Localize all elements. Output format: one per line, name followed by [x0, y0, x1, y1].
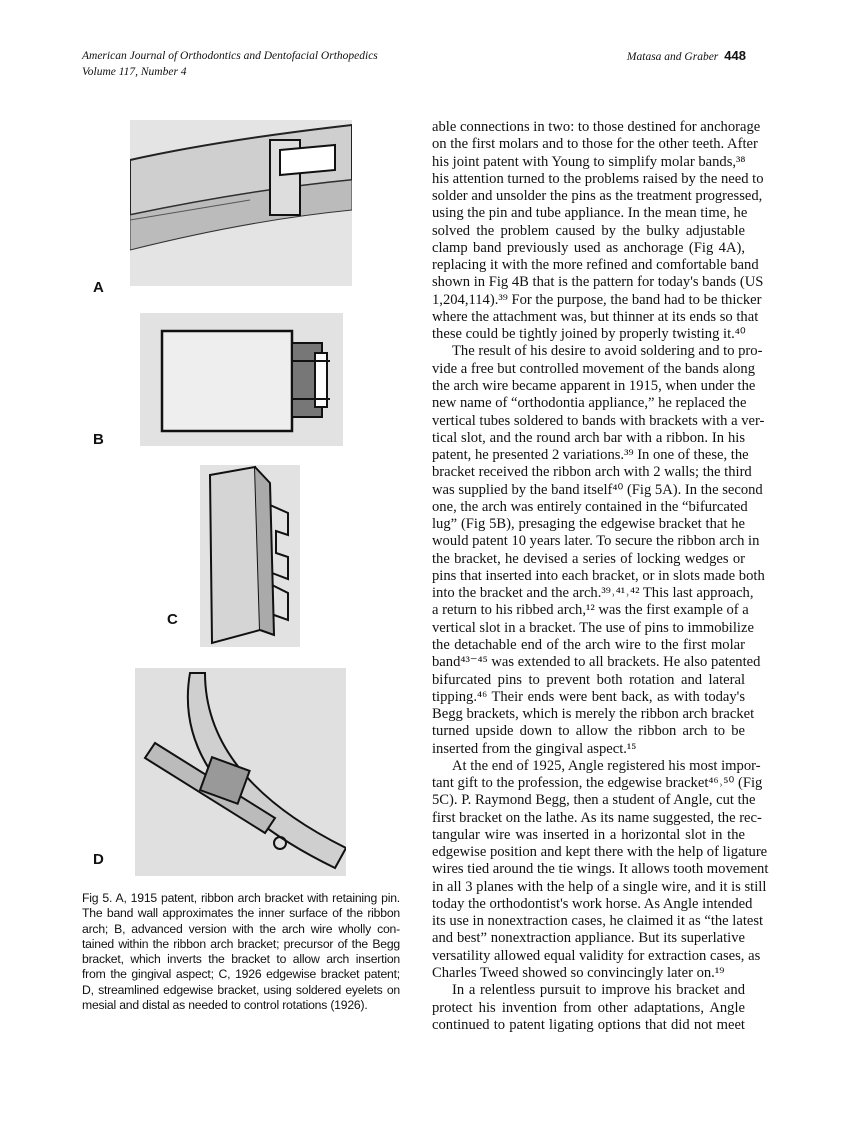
body-text-line: The result of his desire to avoid soldering and to pro-	[452, 343, 763, 360]
body-text-line: one, the arch was entirely contained in the “bifurcated	[432, 498, 748, 515]
caption-line: D, streamlined edgewise bracket, using soldered eyelets on	[82, 982, 400, 997]
body-text-line: its use in nonextraction cases, he claimed it as “the latest	[432, 913, 764, 930]
body-text-line: on the first molars and to those for the other teeth. After	[432, 136, 758, 153]
caption-line: bracket, which inverts the bracket to allow arch insertion	[82, 952, 400, 967]
body-text-line: the arch wire became apparent in 1915, when under the	[432, 377, 756, 394]
figure-5b-illustration	[140, 313, 343, 446]
body-text-line: inserted from the gingival aspect.¹⁵	[432, 740, 637, 757]
body-text-line: vertical tubes soldered to bands with brackets with a ver-	[432, 412, 765, 429]
page-number: 448	[724, 48, 746, 63]
body-text-line: pins that inserted into each bracket, or in slots made both	[432, 567, 765, 584]
body-text-line: versatility allowed equal validity for extraction cases, as	[432, 947, 761, 964]
figure-5a-illustration	[130, 120, 352, 286]
body-text-line: bifurcated pins to prevent both rotation and lateral	[432, 671, 745, 688]
figure-label-b: B	[93, 431, 104, 448]
body-text-line: 5C). P. Raymond Begg, then a student of Angle, cut the	[432, 792, 756, 809]
body-text-line: wires tied around the tie wings. It allows tooth movement	[432, 861, 769, 878]
body-text-line: Charles Tweed showed so convincingly later on.¹⁹	[432, 965, 725, 982]
figure-5c-illustration	[200, 465, 300, 647]
figure-5d-illustration	[135, 668, 346, 876]
body-text-line: Begg brackets, which is merely the ribbon arch bracket	[432, 706, 755, 723]
body-text-line: turned upside down to allow the ribbon arch to be	[432, 723, 745, 740]
body-text-line: new name of “orthodontia appliance,” he replaced the	[432, 395, 747, 412]
body-text-line: today the orthodontist's work horse. As Angle intended	[432, 895, 753, 912]
body-text-line: continued to patent ligating options that did not meet	[432, 1016, 745, 1033]
body-text-line: where the attachment was, but thinner at its ends so that	[432, 308, 759, 325]
body-text-line: tant gift to the profession, the edgewise bracket⁴⁶˒⁵⁰ (Fig	[432, 775, 763, 792]
body-text-line: band⁴³⁻⁴⁵ was extended to all brackets. He also patented	[432, 654, 761, 671]
body-text-line: his attention turned to the problems raised by the need to	[432, 170, 764, 187]
body-text-line: into the bracket and the arch.³⁹˒⁴¹˒⁴² This last approach,	[432, 585, 754, 602]
body-text-column	[432, 119, 769, 1034]
body-text-line: first bracket on the lathe. As its name suggested, the rec-	[432, 809, 762, 826]
journal-title: American Journal of Orthodontics and Dentofacial Orthopedics	[82, 50, 378, 62]
body-text-line: using the pin and tube appliance. In the mean time, he	[432, 205, 748, 222]
body-text-line: these could be tightly joined by properly twisting it.⁴⁰	[432, 326, 746, 343]
body-text-line: bracket received the ribbon arch with 2 walls; the third	[432, 464, 752, 481]
body-text-line: vide a free but controlled movement of the bands along	[432, 360, 755, 377]
body-text-line: replacing it with the more refined and comfortable band	[432, 257, 759, 274]
body-text-line: shown in Fig 4B that is the pattern for today's bands (US	[432, 274, 764, 291]
body-text-line: protect his invention from other adaptations, Angle	[432, 999, 745, 1016]
body-text-line: At the end of 1925, Angle registered his most impor-	[452, 757, 761, 774]
body-text-line: a return to his ribbed arch,¹² was the first example of a	[432, 602, 749, 619]
body-text-line: lug” (Fig 5B), presaging the edgewise bracket that he	[432, 516, 745, 533]
body-text-line: was supplied by the band itself⁴⁰ (Fig 5A). In the second	[432, 481, 763, 498]
body-text-line: able connections in two: to those destined for anchorage	[432, 119, 761, 135]
body-text-line: In a relentless pursuit to improve his bracket and	[452, 982, 745, 999]
body-text-line: solved the problem caused by the bulky adjustable	[432, 222, 745, 239]
body-text-line: the bracket, he devised a series of locking wedges or	[432, 550, 745, 567]
running-header-left	[82, 48, 378, 80]
figure-label-c: C	[167, 611, 178, 628]
body-text-line: would patent 10 years later. To secure the ribbon arch in	[432, 533, 760, 550]
body-text-line: and best” nonextraction appliance. But its superlative	[432, 930, 745, 947]
caption-line: tained within the ribbon arch bracket; precursor of the Begg	[82, 936, 400, 951]
caption-line: The band wall approximates the inner surface of the ribbon	[82, 906, 400, 921]
caption-line: arch; B, advanced version with the arch wire wholly con-	[82, 921, 400, 936]
journal-volume: Volume 117, Number 4	[82, 66, 187, 78]
body-text-line: tangular wire was inserted in a horizontal slot in the	[432, 826, 745, 843]
body-text-line: his joint patent with Young to simplify molar bands,³⁸	[432, 153, 746, 170]
figure-caption	[82, 891, 400, 1013]
body-text-line: the detachable end of the arch wire to the first molar	[432, 636, 745, 653]
body-text-line: edgewise position and kept there with the help of ligature	[432, 844, 768, 861]
caption-line: Fig 5. A, 1915 patent, ribbon arch bracket with retaining pin.	[82, 891, 400, 905]
body-text-line: vertical slot in a bracket. The use of pins to immobilize	[432, 619, 754, 636]
body-text-line: tipping.⁴⁶ Their ends were bent back, as with today's	[432, 688, 745, 705]
caption-line: from the gingival aspect; C, 1926 edgewise bracket patent;	[82, 967, 400, 982]
running-header-right	[627, 48, 746, 65]
figure-label-d: D	[93, 851, 104, 868]
body-text-line: 1,204,114).³⁹ For the purpose, the band had to be thicker	[432, 291, 762, 308]
caption-line: mesial and distal as needed to control rotations (1926).	[82, 998, 368, 1013]
body-text-line: in all 3 planes with the help of a single wire, and it is still	[432, 878, 767, 895]
body-text-line: solder and unsolder the pins as the treatment progressed,	[432, 188, 763, 205]
body-text-line: tical slot, and the round arch bar with a ribbon. In his	[432, 429, 745, 446]
figure-label-a: A	[93, 279, 104, 296]
body-text-line: patent, he presented 2 variations.³⁹ In one of these, the	[432, 447, 749, 464]
body-text-line: clamp band previously used as anchorage (Fig 4A),	[432, 239, 745, 256]
authors: Matasa and Graber	[626, 51, 719, 63]
